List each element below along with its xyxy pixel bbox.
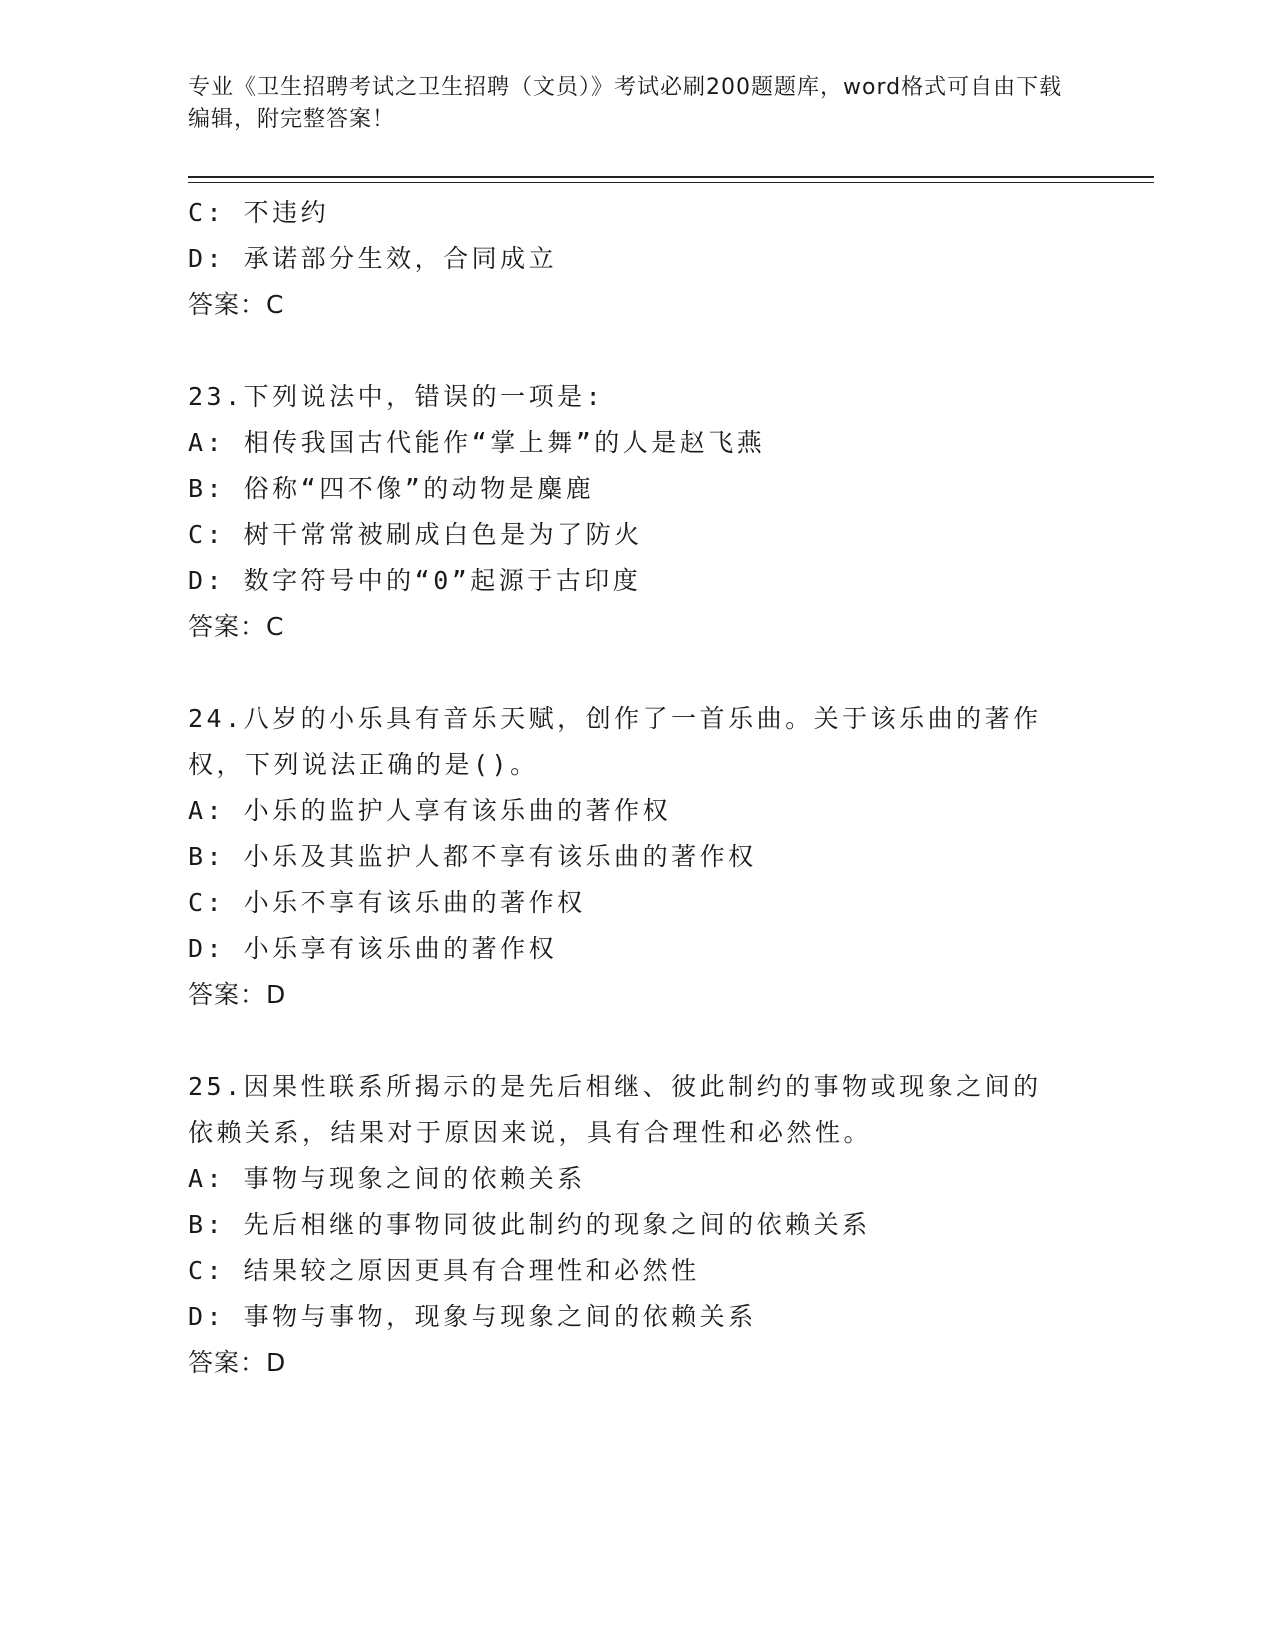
option-d: D: 数字符号中的“0”起源于古印度 [188,566,642,595]
spacer [188,1018,1088,1064]
answer-line: 答案：D [188,1348,287,1377]
option-d: D: 小乐享有该乐曲的著作权 [188,934,558,963]
question-stem: 25.因果性联系所揭示的是先后相继、彼此制约的事物或现象之间的依赖关系，结果对于原因来说，具有合理性和必然性。 [188,1072,1042,1147]
page-header: 专业《卫生招聘考试之卫生招聘（文员）》考试必刷200题题库，word格式可自由下载编辑，附完整答案！ [188,75,1063,132]
answer-line: 答案：D [188,980,287,1009]
option-b: B: 俗称“四不像”的动物是麋鹿 [188,474,595,503]
option-c: C: 不违约 [188,198,330,227]
question-content [188,190,1088,1386]
option-a: A: 相传我国古代能作“掌上舞”的人是赵飞燕 [188,428,766,457]
header-rule-thick [188,176,1154,178]
option-c: C: 树干常常被刷成白色是为了防火 [188,520,643,549]
answer-line: 答案：C [188,612,285,641]
option-b: B: 先后相继的事物同彼此制约的现象之间的依赖关系 [188,1210,871,1239]
question-stem: 23.下列说法中，错误的一项是: [188,382,605,411]
option-a: A: 事物与现象之间的依赖关系 [188,1164,586,1193]
option-c: C: 结果较之原因更具有合理性和必然性 [188,1256,700,1285]
option-c: C: 小乐不享有该乐曲的著作权 [188,888,586,917]
option-d: D: 承诺部分生效，合同成立 [188,244,558,273]
option-b: B: 小乐及其监护人都不享有该乐曲的著作权 [188,842,757,871]
option-a: A: 小乐的监护人享有该乐曲的著作权 [188,796,672,825]
header-rule-thin [188,182,1154,183]
option-d: D: 事物与事物，现象与现象之间的依赖关系 [188,1302,757,1331]
question-stem: 24.八岁的小乐具有音乐天赋，创作了一首乐曲。关于该乐曲的著作权，下列说法正确的是()。 [188,704,1042,779]
spacer [188,650,1088,696]
spacer [188,328,1088,374]
answer-line: 答案：C [188,290,285,319]
